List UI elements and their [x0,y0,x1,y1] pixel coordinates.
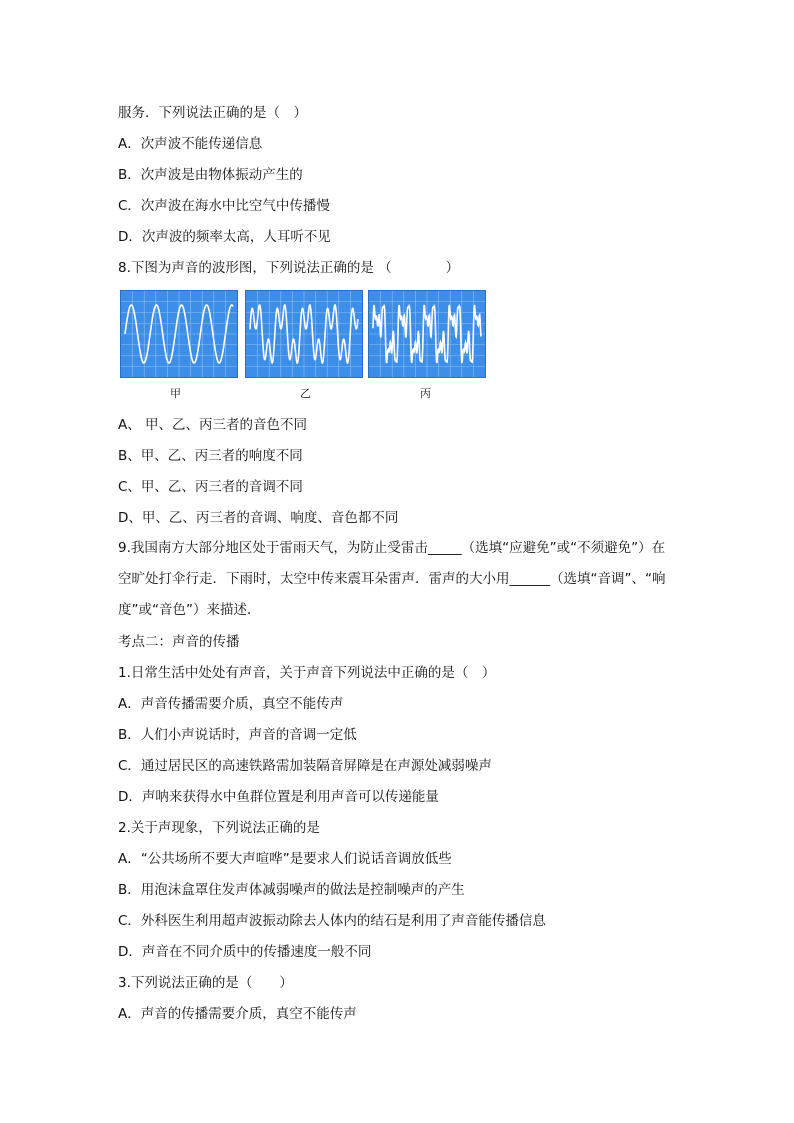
waveform-svg-yi [246,291,362,377]
section-title: 考点二：声音的传播 [118,634,240,650]
s2q1-option-b: B．人们小声说话时，声音的音调一定低 [118,727,357,743]
waveform-svg-bing [369,291,485,377]
waveform-figure-jia [120,290,238,378]
waveform-label-yi: 乙 [300,387,311,400]
q8-option-d: D、甲、乙、丙三者的音调、响度、音色都不同 [118,510,399,526]
q7-stem: 服务．下列说法正确的是（ ） [118,105,307,121]
s2q1-option-d: D．声呐来获得水中鱼群位置是利用声音可以传递能量 [118,789,439,805]
q8-stem: 8.下图为声音的波形图，下列说法正确的是 （ ） [118,260,460,276]
s2q1-option-c: C．通过居民区的高速铁路需加装隔音屏障是在声源处减弱噪声 [118,758,492,774]
q7-option-a: A．次声波不能传递信息 [118,136,263,152]
waveform-figure-yi [245,290,363,378]
s2q2-option-a: A．“公共场所不要大声喧哗”是要求人们说话音调放低些 [118,851,452,867]
q8-option-c: C、甲、乙、丙三者的音调不同 [118,479,303,495]
q8-option-b: B、甲、乙、丙三者的响度不同 [118,448,303,464]
waveform-svg-jia [121,291,237,377]
s2q2-option-c: C．外科医生利用超声波振动除去人体内的结石是利用了声音能传播信息 [118,913,546,929]
s2q1-stem: 1.日常生活中处处有声音，关于声音下列说法中正确的是（ ） [118,665,496,681]
waveform-figure-bing [368,290,486,378]
waveform-label-bing: 丙 [420,387,431,400]
q7-option-b: B．次声波是由物体振动产生的 [118,167,303,183]
q7-option-c: C．次声波在海水中比空气中传播慢 [118,198,330,214]
q9-text: 9.我国南方大部分地区处于雷雨天气，为防止受雷击_____（选填“应避免”或“不须避免”）在空旷处打伞行走．下雨时，太空中传来震耳朵雷声．雷声的大小用______（选填“音调”、“响度”或“音色”）来描述． [118,540,666,618]
s2q2-stem: 2.关于声现象，下列说法正确的是 [118,820,320,836]
s2q3-stem: 3.下列说法正确的是（ ） [118,975,293,991]
q8-option-a: A、 甲、乙、丙三者的音色不同 [118,417,308,433]
s2q2-option-d: D．声音在不同介质中的传播速度一般不同 [118,944,372,960]
s2q3-option-a: A．声音的传播需要介质，真空不能传声 [118,1006,357,1022]
q7-option-d: D．次声波的频率太高，人耳听不见 [118,229,331,245]
s2q1-option-a: A．声音传播需要介质，真空不能传声 [118,696,344,712]
s2q2-option-b: B．用泡沫盒罩住发声体减弱噪声的做法是控制噪声的产生 [118,882,465,898]
waveform-label-jia: 甲 [170,387,181,400]
